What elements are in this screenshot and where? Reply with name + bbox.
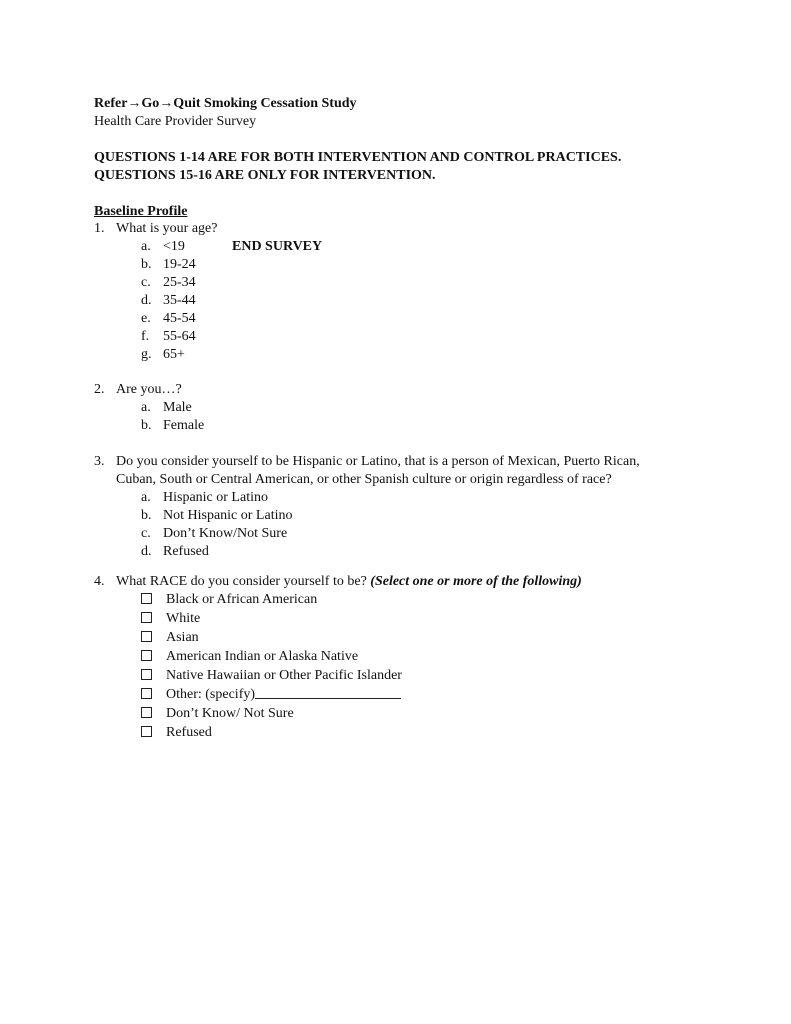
option-q1-g[interactable] <box>141 346 185 364</box>
specify-blank-line[interactable] <box>255 686 401 699</box>
instructions-line-1: QUESTIONS 1-14 ARE FOR BOTH INTERVENTION AND CONTROL PRACTICES. <box>94 150 622 165</box>
checkbox[interactable] <box>141 726 152 737</box>
option-label: Refused <box>163 544 209 559</box>
option-label: Hispanic or Latino <box>163 490 268 505</box>
option-q1-f[interactable] <box>141 328 196 346</box>
option-label: Other: (specify) <box>166 687 256 702</box>
option-letter: b. <box>141 418 152 433</box>
option-letter: e. <box>141 311 151 326</box>
option-q3-a[interactable] <box>141 489 268 507</box>
race-option-refused[interactable] <box>141 724 212 742</box>
option-label: Refused <box>166 725 212 740</box>
race-option-dont-know[interactable] <box>141 705 294 723</box>
option-label: Don’t Know/Not Sure <box>163 526 288 541</box>
option-q1-a[interactable] <box>141 238 185 256</box>
option-q3-c[interactable] <box>141 525 287 543</box>
checkbox[interactable] <box>141 650 152 661</box>
option-label: <19 <box>163 239 185 254</box>
option-letter: a. <box>141 400 151 415</box>
option-letter: c. <box>141 275 151 290</box>
option-label: White <box>166 611 201 626</box>
option-letter: a. <box>141 239 151 254</box>
option-q2-b[interactable] <box>141 417 204 435</box>
option-label: Asian <box>166 630 199 645</box>
question-text: What is your age? <box>116 221 218 236</box>
race-option-asian[interactable] <box>141 629 199 647</box>
question-4 <box>94 573 582 591</box>
option-q1-c[interactable] <box>141 274 196 292</box>
option-label: American Indian or Alaska Native <box>166 649 359 664</box>
question-3-continued: Cuban, South or Central American, or other Spanish culture or origin regardless of race? <box>116 472 612 487</box>
checkbox[interactable] <box>141 631 152 642</box>
option-q1-b[interactable] <box>141 256 196 274</box>
question-1 <box>94 220 217 238</box>
checkbox[interactable] <box>141 593 152 604</box>
race-option-black[interactable] <box>141 591 317 609</box>
option-q1-d[interactable] <box>141 292 196 310</box>
option-letter: c. <box>141 526 151 541</box>
study-title: Refer→Go→Quit Smoking Cessation Study <box>94 96 357 111</box>
race-option-white[interactable] <box>141 610 200 628</box>
checkbox[interactable] <box>141 707 152 718</box>
question-instruction: (Select one or more of the following) <box>370 574 582 589</box>
question-3 <box>94 453 640 471</box>
option-letter: b. <box>141 508 152 523</box>
race-option-pacific-islander[interactable] <box>141 667 402 685</box>
instructions-line-2: QUESTIONS 15-16 ARE ONLY FOR INTERVENTION. <box>94 168 436 183</box>
question-text-line-1: Do you consider yourself to be Hispanic or Latino, that is a person of Mexican, Puerto Rican, <box>116 454 640 469</box>
option-label: 25-34 <box>163 275 196 290</box>
option-label: 65+ <box>163 347 185 362</box>
survey-title: Health Care Provider Survey <box>94 114 257 129</box>
question-number: 4. <box>94 574 105 589</box>
option-label: 35-44 <box>163 293 196 308</box>
question-text: What RACE do you consider yourself to be? <box>116 574 367 589</box>
option-label: 45-54 <box>163 311 196 326</box>
checkbox[interactable] <box>141 612 152 623</box>
option-label: Female <box>163 418 205 433</box>
end-survey-note: END SURVEY <box>232 239 323 254</box>
option-label: 19-24 <box>163 257 196 272</box>
checkbox[interactable] <box>141 669 152 680</box>
option-label: Don’t Know/ Not Sure <box>166 706 294 721</box>
question-text: Are you…? <box>116 382 182 397</box>
option-label: Black or African American <box>166 592 318 607</box>
section-title: Baseline Profile <box>94 204 188 219</box>
option-q2-a[interactable] <box>141 399 192 417</box>
race-option-other[interactable] <box>141 686 401 704</box>
option-letter: g. <box>141 347 152 362</box>
option-label: Male <box>163 400 192 415</box>
option-q3-d[interactable] <box>141 543 209 561</box>
option-letter: b. <box>141 257 152 272</box>
option-letter: d. <box>141 293 152 308</box>
option-letter: f. <box>141 329 150 344</box>
option-letter: a. <box>141 490 151 505</box>
option-label: Not Hispanic or Latino <box>163 508 293 523</box>
option-label: Native Hawaiian or Other Pacific Islander <box>166 668 402 683</box>
option-q1-e[interactable] <box>141 310 196 328</box>
option-letter: d. <box>141 544 152 559</box>
option-q3-b[interactable] <box>141 507 292 525</box>
question-2 <box>94 381 182 399</box>
question-number: 1. <box>94 221 105 236</box>
question-number: 2. <box>94 382 105 397</box>
race-option-american-indian[interactable] <box>141 648 358 666</box>
checkbox[interactable] <box>141 688 152 699</box>
option-label: 55-64 <box>163 329 196 344</box>
question-number: 3. <box>94 454 105 469</box>
